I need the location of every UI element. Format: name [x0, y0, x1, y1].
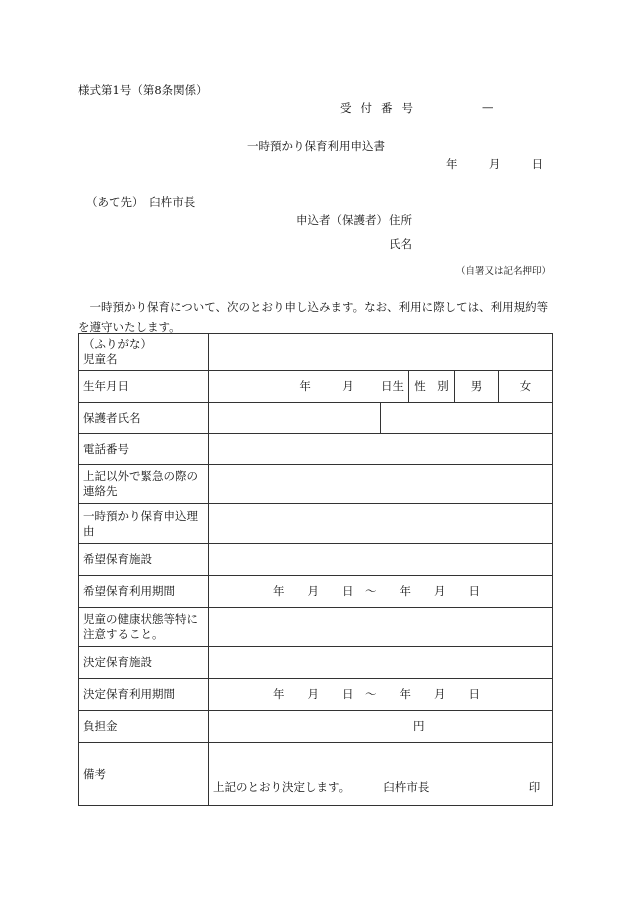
health-notes-label: 児童の健康状態等特に注意すること。: [79, 608, 209, 647]
desired-facility-label: 希望保育施設: [79, 544, 209, 576]
gender-female-option[interactable]: 女: [499, 371, 553, 403]
row-reason: [79, 504, 553, 544]
furigana-label: （ふりがな）: [83, 337, 152, 351]
row-remarks: [79, 743, 553, 806]
child-name-field[interactable]: [209, 334, 553, 371]
intro-text: 一時預かり保育について、次のとおり申し込みます。なお、利用に際しては、利用規約等を遵守いたします。: [78, 300, 549, 334]
row-decided-period: [79, 679, 553, 711]
gender-male-option[interactable]: 男: [455, 371, 499, 403]
desired-facility-field[interactable]: [209, 544, 553, 576]
application-table: [78, 333, 553, 806]
application-date: [446, 156, 543, 172]
reception-number-dash: —: [482, 100, 494, 114]
decided-period-label: 決定保育利用期間: [79, 679, 209, 711]
row-guardian: [79, 403, 553, 434]
date-month: 月: [488, 157, 501, 171]
signature-note: （自署又は記名押印）: [456, 266, 552, 277]
document-title: 一時預かり保育利用申込書: [247, 139, 385, 153]
guardian-name-field-2[interactable]: [381, 403, 553, 434]
reception-number-label: 受付番号: [340, 101, 422, 115]
seal-mark: 印: [528, 780, 541, 794]
row-phone: [79, 434, 553, 465]
remarks-label: 備考: [79, 743, 209, 806]
mayor-title: 臼杵市長: [383, 780, 430, 794]
row-desired-period: [79, 576, 553, 608]
decided-facility-label: 決定保育施設: [79, 647, 209, 679]
fee-label: 負担金: [79, 711, 209, 743]
decided-facility-field[interactable]: [209, 647, 553, 679]
child-name-text: 児童名: [83, 352, 118, 366]
child-name-label: [79, 334, 209, 371]
birth-year: 年: [299, 379, 311, 393]
yen-unit: 円: [413, 719, 425, 733]
emergency-contact-label: 上記以外で緊急の際の連絡先: [79, 465, 209, 504]
desired-period-field[interactable]: 年 月 日 ～ 年 月 日: [209, 576, 553, 608]
row-birthdate: [79, 371, 553, 403]
row-decided-facility: [79, 647, 553, 679]
gender-label: 性 別: [409, 371, 455, 403]
reason-label: 一時預かり保育申込理由: [79, 504, 209, 544]
row-child-name: [79, 334, 553, 371]
name-label: 氏名: [389, 237, 412, 251]
birthdate-field[interactable]: [209, 371, 409, 403]
addressee: （あて先） 臼杵市長: [86, 195, 196, 209]
date-day: 日: [531, 157, 544, 171]
fee-field[interactable]: [209, 711, 553, 743]
desired-period-label: 希望保育利用期間: [79, 576, 209, 608]
row-emergency: [79, 465, 553, 504]
reason-field[interactable]: [209, 504, 553, 544]
form-number: 様式第1号（第8条関係）: [78, 83, 208, 97]
birth-month: 月: [342, 379, 354, 393]
emergency-contact-field[interactable]: [209, 465, 553, 504]
decided-period-field[interactable]: 年 月 日 ～ 年 月 日: [209, 679, 553, 711]
phone-label: 電話番号: [79, 434, 209, 465]
row-fee: [79, 711, 553, 743]
guardian-name-label: 保護者氏名: [79, 403, 209, 434]
decision-text: 上記のとおり決定します。: [213, 780, 351, 794]
phone-field[interactable]: [209, 434, 553, 465]
row-desired-facility: [79, 544, 553, 576]
date-year: 年: [446, 157, 458, 171]
remarks-field[interactable]: [209, 743, 553, 806]
health-notes-field[interactable]: [209, 608, 553, 647]
row-health: [79, 608, 553, 647]
applicant-label: 申込者（保護者）: [296, 213, 388, 227]
birthdate-label: 生年月日: [79, 371, 209, 403]
address-label: 住所: [389, 213, 412, 227]
guardian-name-field[interactable]: [209, 403, 381, 434]
birth-day: 日生: [381, 379, 404, 393]
